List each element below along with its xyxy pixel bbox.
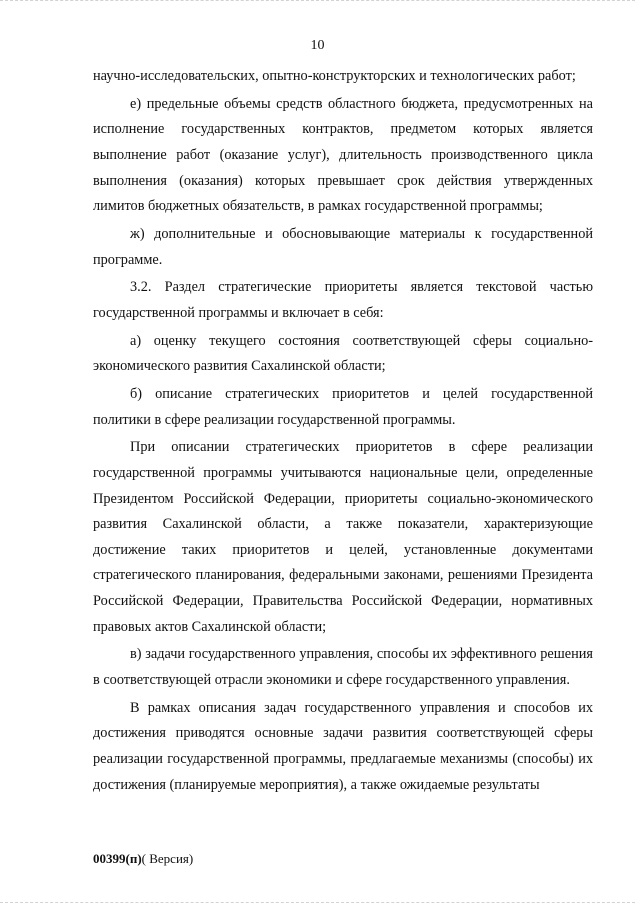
document-code: 00399(п): [93, 851, 142, 866]
paragraph: в) задачи государственного управления, способы их эффективного решения в соответствующей отрасли экономики и сфере государственного управления.: [93, 646, 593, 688]
page-number: 10: [310, 38, 325, 53]
document-version: ( Версия): [141, 851, 194, 866]
paragraph: а) оценку текущего состояния соответствующей сферы социально-экономического развития Сахалинской области;: [93, 332, 593, 375]
document-footer: [93, 851, 193, 867]
paragraph: При описании стратегических приоритетов в сфере реализации государственной программы учитываются национальные цели, определенные Президентом Российской Федерации, приоритеты социально-экономического развития Сахалинской области, а также показатели, характеризующие достижение таких приоритетов и целей, установленные документами стратегического планирования, федеральными законами, решениями Президента Российской Федерации, Правительства Российской Федерации, нормативных правовых актов Сахалинской области;: [93, 439, 593, 635]
scan-edge-bottom: [0, 901, 635, 903]
paragraph: научно-исследовательских, опытно-конструкторских и технологических работ;: [93, 68, 576, 84]
paragraph: В рамках описания задач государственного управления и способов их достижения приводятся основные задачи развития соответствующей сферы реализации государственной программы, предлагаемые механизмы (способы) их достижения (планируемые мероприятия), а также ожидаемые результаты: [93, 699, 593, 793]
scan-edge-top: [0, 0, 635, 7]
paragraph: ж) дополнительные и обосновывающие материалы к государственной программе.: [93, 225, 593, 268]
document-body: [93, 64, 593, 798]
paragraph: 3.2. Раздел стратегические приоритеты является текстовой частью государственной программы и включает в себя:: [93, 279, 593, 321]
paragraph: е) предельные объемы средств областного бюджета, предусмотренных на исполнение государственных контрактов, предметом которых является выполнение работ (оказание услуг), длительность производственного цикла выполнения (оказания) которых превышает срок действия утвержденных лимитов бюджетных обязательств, в рамках государственной программы;: [93, 95, 593, 215]
paragraph: б) описание стратегических приоритетов и целей государственной политики в сфере реализации государственной программы.: [93, 386, 593, 428]
